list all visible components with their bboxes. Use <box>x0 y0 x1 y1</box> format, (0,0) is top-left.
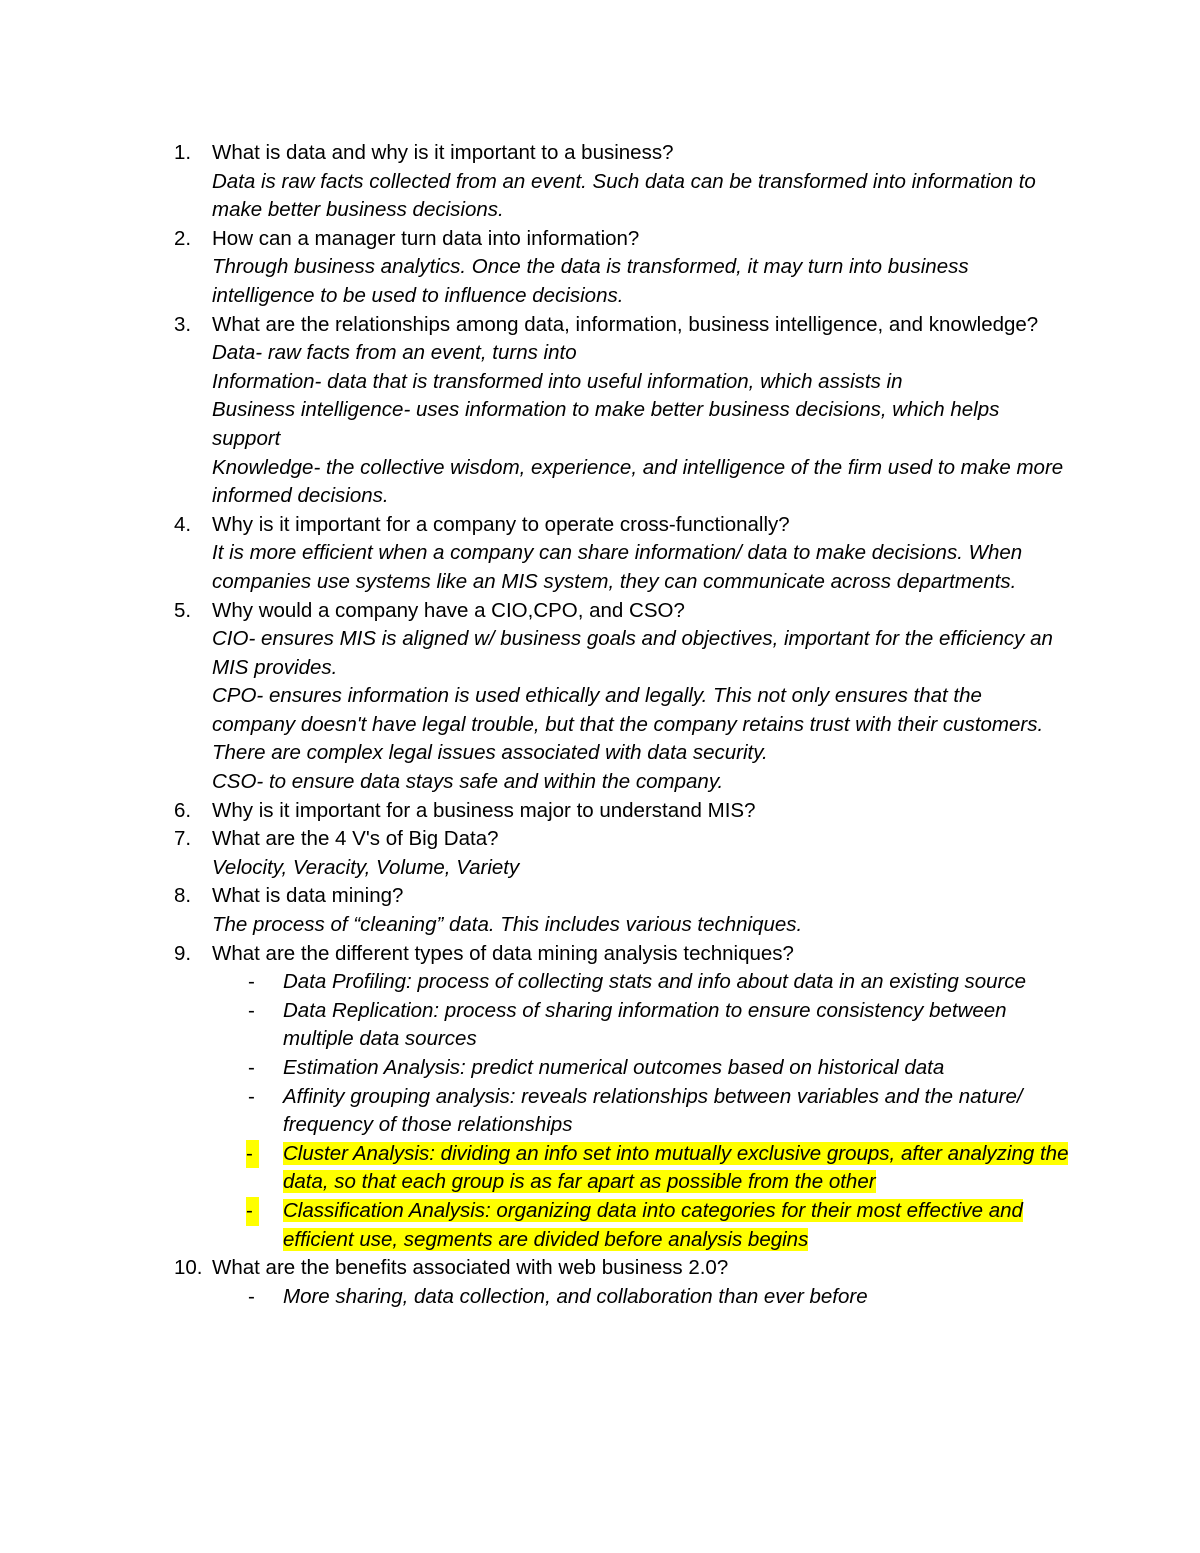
question-number: 3. <box>174 312 192 336</box>
bullet-list <box>212 968 1070 1254</box>
question-item <box>0 825 1200 882</box>
question-number: 2. <box>174 226 192 250</box>
question-item <box>0 225 1200 311</box>
question-number: 8. <box>174 884 192 908</box>
question-text: What are the benefits associated with web business 2.0? <box>212 1256 729 1280</box>
question-text: Why would a company have a CIO,CPO, and CSO? <box>212 598 685 622</box>
highlighted-bullet-item <box>212 1140 1070 1197</box>
bullet-text: Estimation Analysis: predict numerical outcomes based on historical data <box>283 1056 945 1079</box>
highlighted-text: Classification Analysis: organizing data into categories for their most effective and efficient use, segments are divided before analysis begins <box>283 1198 1023 1251</box>
answer-text: CPO- ensures information is used ethically and legally. This not only ensures that the company doesn't have legal trouble, but that the company retains trust with their customers. There are complex legal issues associated with data security. <box>212 684 1044 765</box>
bullet-item <box>212 997 1070 1054</box>
answer-text: Knowledge- the collective wisdom, experience, and intelligence of the firm used to make more informed decisions. <box>212 455 1064 508</box>
bullet-item <box>212 968 1070 997</box>
bullet-item <box>212 1283 1070 1312</box>
question-item <box>0 139 1200 225</box>
dash-marker: - <box>246 1140 259 1169</box>
bullet-text: Data Replication: process of sharing information to ensure consistency between multiple data sources <box>283 998 1007 1051</box>
question-item <box>0 597 1200 797</box>
highlighted-bullet-item <box>212 1197 1070 1254</box>
question-item <box>0 882 1200 939</box>
document-page <box>0 139 1200 1311</box>
dash-marker: - <box>248 970 255 994</box>
answer-text: CIO- ensures MIS is aligned w/ business goals and objectives, important for the efficiency an MIS provides. <box>212 627 1053 679</box>
answer-text: Through business analytics. Once the data is transformed, it may turn into business intelligence to be used to influence decisions. <box>212 255 969 307</box>
question-number: 9. <box>174 941 192 965</box>
bullet-item <box>212 1054 1070 1083</box>
answer-text: It is more efficient when a company can share information/ data to make decisions. When companies use systems like an MIS system, they can communicate across departments. <box>212 541 1023 593</box>
question-text: What is data and why is it important to a business? <box>212 141 674 164</box>
question-number: 10. <box>174 1256 203 1280</box>
question-text: What are the relationships among data, information, business intelligence, and knowledge? <box>212 312 1039 336</box>
highlighted-text: Cluster Analysis: dividing an info set into mutually exclusive groups, after analyzing the data, so that each group is as far apart as possible from the other <box>283 1141 1069 1194</box>
question-number: 1. <box>174 141 192 164</box>
answer-text: Data- raw facts from an event, turns into <box>212 341 577 365</box>
answer-text: Information- data that is transformed into useful information, which assists in <box>212 369 903 393</box>
dash-marker: - <box>246 1197 259 1226</box>
bullet-item <box>212 1083 1070 1140</box>
answer-text: The process of “cleaning” data. This includes various techniques. <box>212 913 803 937</box>
question-number: 4. <box>174 512 192 536</box>
answer-text: Business intelligence- uses information to make better business decisions, which helps support <box>212 398 1000 450</box>
answer-text: Data is raw facts collected from an event. Such data can be transformed into information to make better business decisions. <box>212 169 1036 222</box>
bullet-text: More sharing, data collection, and collaboration than ever before <box>283 1284 868 1308</box>
dash-marker: - <box>248 1284 255 1308</box>
question-item <box>0 311 1200 511</box>
question-item <box>0 1254 1200 1311</box>
question-number: 5. <box>174 598 192 622</box>
answer-text: Velocity, Veracity, Volume, Variety <box>212 855 520 879</box>
question-item <box>0 511 1200 597</box>
question-item <box>0 797 1200 826</box>
bullet-text: Affinity grouping analysis: reveals relationships between variables and the nature/ frequency of those relationships <box>283 1084 1023 1137</box>
question-number: 6. <box>174 798 192 822</box>
dash-marker: - <box>248 1056 255 1079</box>
question-text: What are the 4 V's of Big Data? <box>212 827 499 851</box>
bullet-text: Data Profiling: process of collecting stats and info about data in an existing source <box>283 970 1026 994</box>
bullet-list <box>212 1283 1070 1312</box>
question-text: Why is it important for a business major to understand MIS? <box>212 798 756 822</box>
question-text: What is data mining? <box>212 884 404 908</box>
question-text: Why is it important for a company to operate cross-functionally? <box>212 512 790 536</box>
dash-marker: - <box>248 998 255 1022</box>
question-text: What are the different types of data mining analysis techniques? <box>212 941 794 965</box>
question-item <box>0 940 1200 1255</box>
answer-text: CSO- to ensure data stays safe and within the company. <box>212 770 724 794</box>
dash-marker: - <box>248 1084 255 1108</box>
question-text: How can a manager turn data into information? <box>212 226 640 250</box>
question-number: 7. <box>174 827 192 851</box>
